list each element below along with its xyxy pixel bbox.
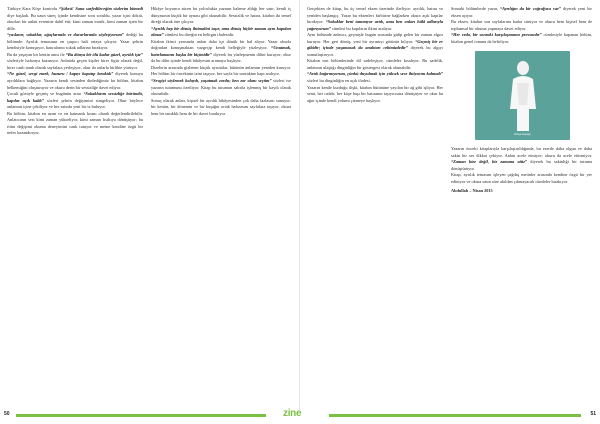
author-signature: Abdullah – Nisan 2015 [451,187,493,193]
body-text: diyerek bu sakinliği bir tutuma dönüştürüyor. [451,159,592,171]
body-text: Kitap, ayrılık temasını işleyen çağdaş metinler arasında kendine özgü bir yer ediniyor ve okura uzun süre akıldan çıkmayacak cümleler bırakıyor. [451,172,592,185]
body-text: sözleriyle hafızaya kazınıyor. Anlatıda geçen kişiler birer figür olarak değil, birer canlı tanık olarak sayfalara yerleşiyor, okur da onlarla birlikte yürüyor. [7,58,143,70]
body-text: Gerçekten de kitap, bu üç temel eksen üzerinde ilerliyor: ayrılık, hatıra ve yeniden başlangıç. Yazar bu eksenleri birbirine bağlarken okura açık kapılar bırakıyor. [307,6,443,25]
body-text: Yazarın kentle kurduğu ilişki, kitabın bütününe yayılan bir ağ gibi işliyor. Her semt, her cadde, her köşe başı bir hatıranın taşıyıcısına dönüşüyor ve okur bu ağın içinde kendi yolunu çizmeye başlıyor. [307,84,443,103]
body-text: cümlesi bu direğin en belirgin ifadesidir. [163,32,235,38]
pull-quote: “Artık bağırmıyorum, çünkü duyulmak için yüksek sese ihtiyacım kalmadı” [307,71,443,77]
body-text: Dizelerin arasında gizlenen küçük ayrıntılar, bütünün anlamını yeniden kuruyor. Her bölüm bir öncekinin izini taşıyor, her sayfa bir sonrakine kapı aralıyor. [151,64,291,77]
paragraph [307,58,443,71]
paragraph [307,32,443,58]
body-text: sözleri bu dinginliğin en açık ifadesi. [307,78,371,84]
body-text: Yazarın önceki kitaplarıyla karşılaştırıldığında, bu eserde daha olgun ve daha sakin bir ses dikkat çekiyor. Anlatı acele etmiyor; okuru da acele ettirmiyor. [451,146,592,158]
body-text: diyerek yeni bir eksen açıyor. [451,6,592,18]
paragraph [307,71,443,84]
zine-logo-text: zine [283,408,302,419]
zine-logo [283,408,301,419]
pull-quote: “Her veda, bir sonraki karşılaşmanın provasıdır” [451,32,542,38]
right-page-number: 51 [590,411,596,417]
page-footer [0,410,600,424]
pull-quote: “Unutmak, hatırlamanın başka bir biçimidir” [151,45,291,57]
figure-silhouette-icon [505,59,541,133]
footer-bar-right [329,414,581,417]
paragraph [151,65,291,78]
body-text: sözleri şehrin değişimini simgeliyor. Okur böylece anlatının içine çekiliyor ve her satırda yeni bir iz buluyor. [7,97,143,110]
body-text: Bu eksen, kitabın son sayfalarına kadar sürüyor ve okuru hem kişisel hem de toplumsal bir okuma yapmaya davet ediyor. [451,19,592,31]
spread-divider [299,0,300,410]
body-text: Hikâye boyunca süren bu yolculukta yazarın kaleme aldığı her satır, kendi iç dünyasının küçük bir aynası gibi okunabilir. Sessizlik ve hatıra, kitabın iki temel direği olarak öne çıkıyor. [151,6,291,25]
paragraph [7,6,143,32]
body-text: Kitabın son bölümlerinde dil sadeleşiyor, cümleler kısalıyor. Bu sadelik, anlatının ulaştığı dinginliğin bir göstergesi olarak okunabilir. [307,58,443,70]
left-page-column-1 [7,6,143,398]
right-page-column-2 [451,6,592,398]
pull-quote: “Şükrü! Sana sarfedileceğim sözlerim bitmedi [58,6,143,11]
body-text: diyerek konuyu ayrılıklara bağlıyor. Yazarın kendi sesinden dinlediğimiz bu bölüm, kitabın belkemiğini oluşturuyor ve okuru derin bir sessizliğe davet ediyor. [7,71,143,90]
paragraph [451,146,592,172]
pull-quote: “Ayrılık hep bir dönüş ihtimalini taşır, ama dönüş hiçbir zaman aynı kapıdan olmaz” [151,25,291,38]
book-cover-photo [475,51,570,140]
pull-quote: “yaslanır, sokaklar, ağaçlarımla ve duvarlarımla söyleşiyorum” [7,32,124,38]
paragraph [7,71,143,91]
paragraph [307,85,443,105]
body-text: dediği bu bölümde: Ayrılık temasının en çarpıcı hali ortaya çıkıyor. Yazar şehrin kendisiyle konuşuyor, hatıralarını sokak adlarına bırakıyor. [7,32,143,51]
paragraph [151,26,291,39]
footer-bar-left [16,414,266,417]
body-text: cümlesiyle kapanan bölüm, kitabın genel tonunu da belirliyor. [451,32,592,44]
body-text: diyerek bu yüzleşmenin dilini kuruyor; okur da bu dilin içinde kendi hikâyesini aramaya başlıyor. [151,51,291,64]
body-text: cümlesi bu kapıların ilkini aralıyor. [330,25,393,31]
pull-quote: “Ayrılığın da bir coğrafyası var” [500,6,562,11]
body-text: Türkiye Kara Köşe kontrolu [7,6,59,11]
body-text: Çocuk gözüyle geçmiş ve bugünün arası [7,91,84,97]
paragraph [451,172,592,185]
pull-quote: “Ne güzel, sevgi emek, huzuru / kapıyı kapatıp bıraktık” [7,71,114,77]
body-text: Bu da yaşayan bir kentin anısı ile [7,51,66,57]
paragraph [451,19,592,32]
paragraph [151,39,291,65]
paragraph [451,32,592,45]
paragraph [7,111,143,137]
paragraph [151,78,291,98]
paragraph [151,98,291,118]
paragraph [7,91,143,111]
body-text: Kitabın ikinci yarısında anlatı daha içe dönük bir hal alıyor. Yazar okurla doğrudan konuşmaktan vazgeçip kendi belleğiyle yüzleşiyor. [151,38,291,51]
pull-quote: “Sevgiyi söylemek kolaydı, yaşatmak zordu; ben zor olanı seçtim” [151,78,272,84]
paragraph [307,6,443,32]
body-text: Bu bölüm, kitabın en uzun ve en katmanlı kısmı olarak değerlendirilebilir. Anlatıcının sesi kimi zaman yükseliyor, kimi zaman fısıltıya dönüşüyor; bu ritim değişimi okuma deneyimini canlı tutuyor ve metne kendine özgü bir nefes kazandırıyor. [7,110,143,136]
body-text: Aynı bölümde anlatıcı, geçmişle bugün arasında gidip gelen bir zaman algısı kuruyor. Her geri dönüş, yeni bir ayrıntıyı görünür kılıyor. [307,32,443,44]
paragraph [7,52,143,72]
right-page-column-2-top [451,6,592,45]
pull-quote: “Geçmiş bir ev gibidir; içinde yaşamasak da anahtarı cebimizdedir” [307,38,443,51]
body-text: sözleri ise yazarın tutumunu özetliyor. Kitap bu tutumun sabırla işlenmiş bir kaydı olarak okunabilir. [151,78,291,97]
body-text: diyerek bu algıyı somutlaştırıyor. [307,45,443,57]
right-page-column-1 [307,6,443,398]
photo-caption: Kitap kapağı [514,132,531,137]
left-page-number: 50 [4,411,10,417]
paragraph [151,6,291,26]
body-text: Sonuç olarak anlatı, kişisel bir ayrılık hikâyesinden çok daha fazlasını sunuyor: bir kentin, bir dönemin ve bir kuşağın ortak hafızasını sayfalara taşıyor, okura hem bir tanıklık hem de bir davet bırakıyor. [151,97,291,116]
pull-quote: “Zaman bize değil, biz zamana aitiz” [451,159,528,165]
body-text: Sonraki bölümlerde yazar, [451,6,501,11]
right-page-column-2-bottom [451,146,592,185]
pull-quote: “Sokaklar beni tanımıyor artık, ama ben onları hâlâ adlarıyla çağırıyorum” [307,19,443,31]
left-page-column-2 [151,6,291,398]
paragraph [451,6,592,19]
paragraph [7,32,143,52]
pull-quote: “Sokaklarım sessizliğe büründü, kapılar açık kaldı” [7,91,143,103]
body-text: diye başladı. Bu uzun süreç içinde kendisine soru soruldu, yazar içini döktü, okurları bir anlatı evrenine dahil etti; kimi zaman ironik, kimi zaman içten bir dille. [7,12,143,31]
pull-quote: “Bu dünya bir ölü kadar güzel, ayrılık işte” [65,51,143,57]
